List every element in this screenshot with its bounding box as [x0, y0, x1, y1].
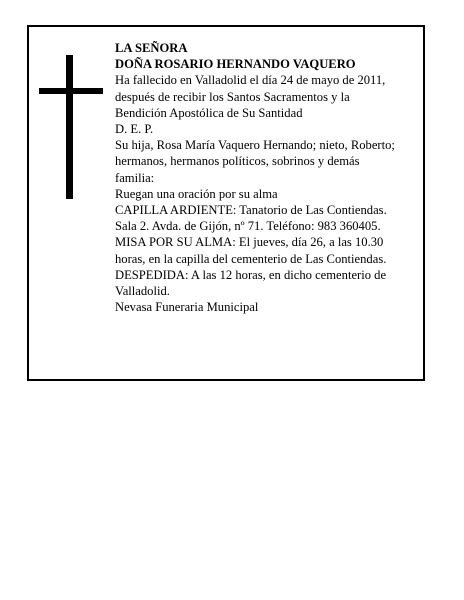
notice-text	[115, 40, 421, 315]
cross-vertical-bar	[66, 55, 73, 199]
cross-horizontal-bar	[39, 88, 103, 94]
notice-body-line: horas, en la capilla del cementerio de Las Contiendas.	[115, 251, 387, 266]
notice-heading-line: DOÑA ROSARIO HERNANDO VAQUERO	[115, 57, 356, 72]
notice-body-line: después de recibir los Santos Sacramentos y la	[115, 89, 350, 104]
notice-body-line: familia:	[115, 170, 155, 185]
notice-body-line: Su hija, Rosa María Vaquero Hernando; nieto, Roberto;	[115, 138, 395, 153]
cross-icon	[39, 55, 103, 199]
notice-body-line: Valladolid.	[115, 284, 170, 299]
notice-body-line: Bendición Apostólica de Su Santidad	[115, 105, 303, 120]
notice-body-line: Nevasa Funeraria Municipal	[115, 300, 259, 315]
notice-body-line: CAPILLA ARDIENTE: Tanatorio de Las Contiendas.	[115, 203, 387, 218]
notice-body-line: Ha fallecido en Valladolid el día 24 de mayo de 2011,	[115, 73, 386, 88]
obituary-notice	[27, 25, 425, 381]
notice-heading-line: LA SEÑORA	[115, 41, 188, 55]
notice-body-line: Ruegan una oración por su alma	[115, 186, 278, 201]
notice-body-line: MISA POR SU ALMA: El jueves, día 26, a las 10.30	[115, 235, 384, 250]
notice-body-line: D. E. P.	[115, 122, 154, 137]
notice-body-line: Sala 2. Avda. de Gijón, nº 71. Teléfono: 983 360405.	[115, 219, 381, 234]
notice-body-line: hermanos, hermanos políticos, sobrinos y demás	[115, 154, 360, 169]
notice-body-line: DESPEDIDA: A las 12 horas, en dicho cementerio de	[115, 267, 387, 282]
